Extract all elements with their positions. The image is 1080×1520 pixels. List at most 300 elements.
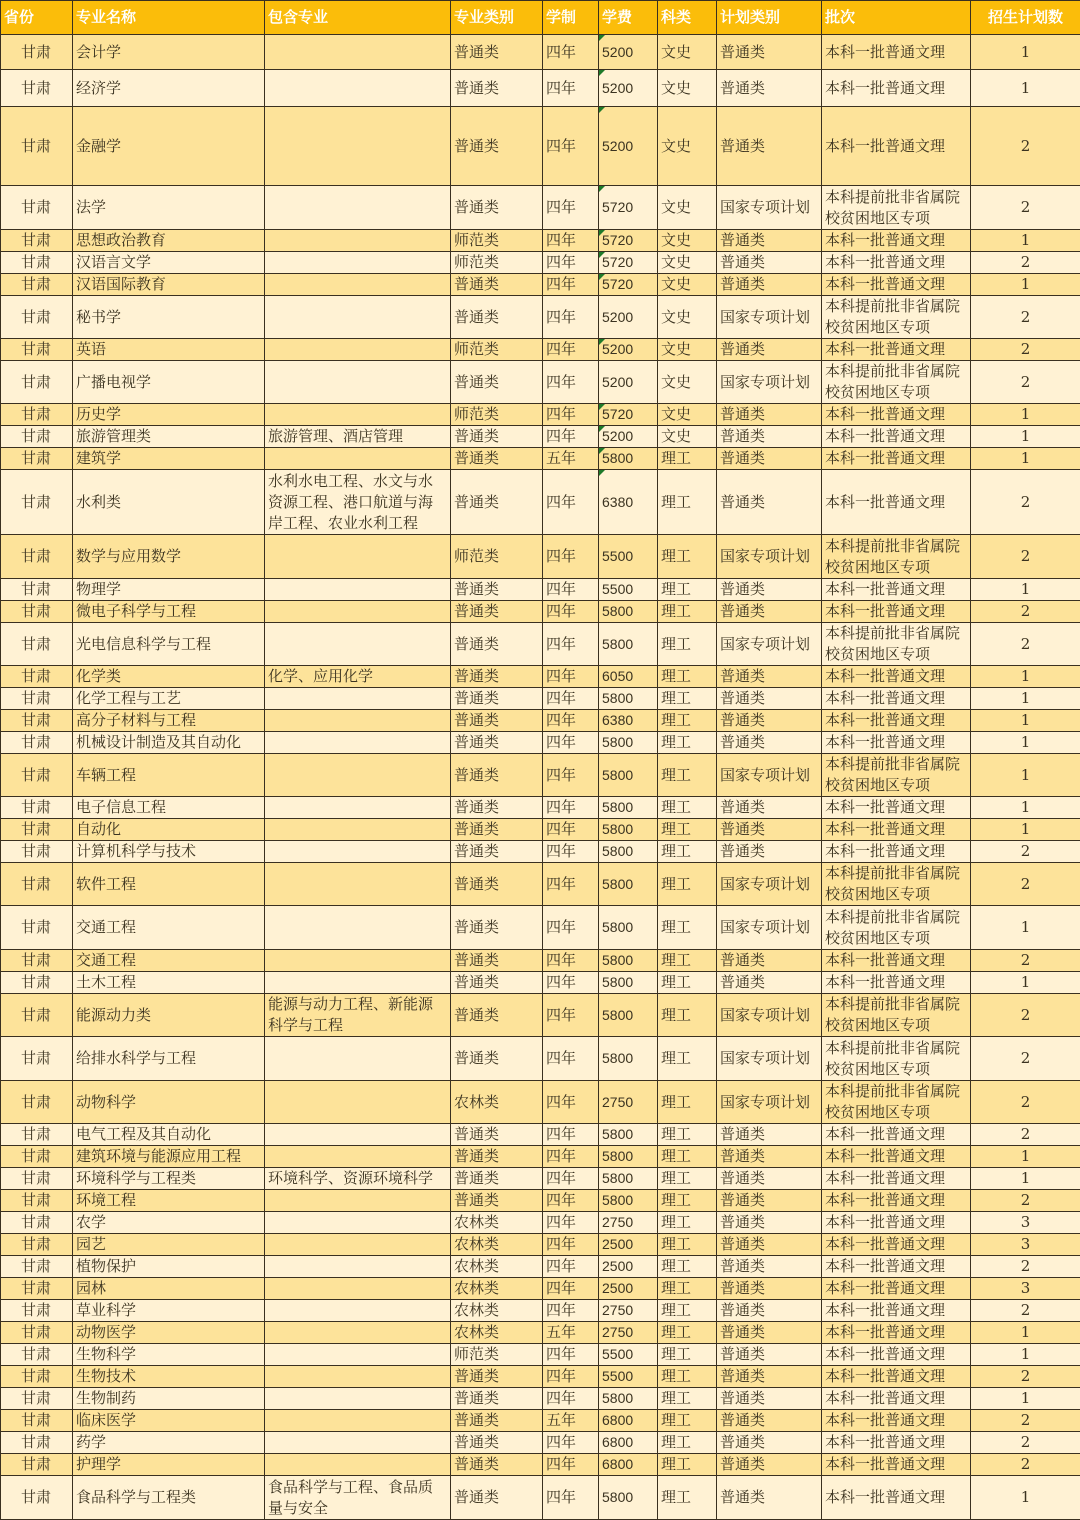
cell-tuition: 5800: [599, 972, 658, 994]
cell-province: 甘肃: [1, 797, 73, 819]
table-row: [1, 274, 1080, 296]
cell-tuition: 5200: [599, 339, 658, 361]
cell-plan-count: 2: [971, 841, 1080, 863]
cell-duration: 四年: [543, 1168, 599, 1190]
cell-major-name: 环境工程: [73, 1190, 265, 1212]
cell-admission-batch: 本科一批普通文理: [822, 841, 971, 863]
cell-included-majors: [265, 1256, 451, 1278]
cell-included-majors: [265, 404, 451, 426]
cell-major-category: 师范类: [451, 1344, 543, 1366]
cell-plan-count: 2: [971, 296, 1080, 339]
cell-plan-type: 普通类: [717, 1256, 822, 1278]
cell-tuition: 5800: [599, 1190, 658, 1212]
cell-province: 甘肃: [1, 1344, 73, 1366]
cell-major-name: 广播电视学: [73, 361, 265, 404]
cell-major-category: 普通类: [451, 1037, 543, 1081]
cell-plan-count: 1: [971, 426, 1080, 448]
cell-province: 甘肃: [1, 579, 73, 601]
cell-included-majors: 化学、应用化学: [265, 666, 451, 688]
cell-major-name: 草业科学: [73, 1300, 265, 1322]
cell-duration: 四年: [543, 252, 599, 274]
cell-included-majors: [265, 1037, 451, 1081]
cell-province: 甘肃: [1, 1124, 73, 1146]
cell-major-category: 普通类: [451, 70, 543, 107]
cell-included-majors: [265, 601, 451, 623]
cell-duration: 四年: [543, 35, 599, 70]
cell-admission-batch: 本科一批普通文理: [822, 1432, 971, 1454]
cell-province: 甘肃: [1, 1454, 73, 1476]
cell-duration: 四年: [543, 732, 599, 754]
cell-tuition: 6800: [599, 1410, 658, 1432]
cell-major-name: 机械设计制造及其自动化: [73, 732, 265, 754]
table-row: [1, 1476, 1080, 1520]
cell-major-category: 普通类: [451, 1454, 543, 1476]
cell-included-majors: [265, 1190, 451, 1212]
cell-duration: 四年: [543, 107, 599, 186]
table-row: [1, 426, 1080, 448]
cell-major-name: 自动化: [73, 819, 265, 841]
table-row: [1, 470, 1080, 535]
cell-major-category: 普通类: [451, 732, 543, 754]
table-row: [1, 666, 1080, 688]
cell-plan-type: 普通类: [717, 841, 822, 863]
cell-plan-type: 国家专项计划: [717, 906, 822, 950]
cell-plan-type: 国家专项计划: [717, 623, 822, 666]
cell-admission-batch: 本科提前批非省属院校贫困地区专项: [822, 535, 971, 579]
cell-included-majors: [265, 1278, 451, 1300]
cell-subject-type: 文史: [658, 426, 717, 448]
table-row: [1, 1278, 1080, 1300]
cell-subject-type: 理工: [658, 623, 717, 666]
cell-major-name: 临床医学: [73, 1410, 265, 1432]
cell-province: 甘肃: [1, 1081, 73, 1124]
cell-subject-type: 理工: [658, 1190, 717, 1212]
cell-included-majors: [265, 1410, 451, 1432]
cell-duration: 四年: [543, 296, 599, 339]
cell-major-category: 普通类: [451, 1146, 543, 1168]
table-row: [1, 448, 1080, 470]
cell-major-name: 化学类: [73, 666, 265, 688]
cell-tuition: 6800: [599, 1454, 658, 1476]
cell-plan-type: 普通类: [717, 1366, 822, 1388]
cell-plan-type: 普通类: [717, 1146, 822, 1168]
cell-province: 甘肃: [1, 972, 73, 994]
cell-plan-count: 1: [971, 1322, 1080, 1344]
cell-major-name: 英语: [73, 339, 265, 361]
cell-subject-type: 理工: [658, 797, 717, 819]
cell-major-category: 农林类: [451, 1081, 543, 1124]
cell-tuition: 5500: [599, 579, 658, 601]
table-row: [1, 1388, 1080, 1410]
cell-plan-count: 1: [971, 819, 1080, 841]
cell-included-majors: [265, 1081, 451, 1124]
cell-subject-type: 理工: [658, 994, 717, 1037]
cell-major-category: 农林类: [451, 1278, 543, 1300]
cell-major-category: 师范类: [451, 230, 543, 252]
cell-province: 甘肃: [1, 535, 73, 579]
cell-admission-batch: 本科一批普通文理: [822, 1476, 971, 1520]
cell-admission-batch: 本科提前批非省属院校贫困地区专项: [822, 296, 971, 339]
cell-major-category: 普通类: [451, 426, 543, 448]
table-row: [1, 819, 1080, 841]
cell-major-name: 物理学: [73, 579, 265, 601]
cell-duration: 四年: [543, 863, 599, 906]
cell-subject-type: 理工: [658, 1410, 717, 1432]
cell-plan-count: 2: [971, 863, 1080, 906]
table-row: [1, 1146, 1080, 1168]
cell-admission-batch: 本科一批普通文理: [822, 819, 971, 841]
cell-tuition: 5500: [599, 1366, 658, 1388]
cell-plan-count: 2: [971, 470, 1080, 535]
cell-subject-type: 文史: [658, 70, 717, 107]
cell-admission-batch: 本科一批普通文理: [822, 732, 971, 754]
cell-duration: 四年: [543, 1037, 599, 1081]
cell-plan-type: 普通类: [717, 35, 822, 70]
cell-tuition: 5800: [599, 906, 658, 950]
cell-included-majors: [265, 819, 451, 841]
cell-plan-type: 普通类: [717, 107, 822, 186]
cell-admission-batch: 本科一批普通文理: [822, 107, 971, 186]
cell-plan-type: 国家专项计划: [717, 296, 822, 339]
cell-tuition: 5800: [599, 797, 658, 819]
cell-subject-type: 理工: [658, 1278, 717, 1300]
cell-duration: 四年: [543, 1190, 599, 1212]
cell-plan-type: 普通类: [717, 819, 822, 841]
cell-admission-batch: 本科提前批非省属院校贫困地区专项: [822, 754, 971, 797]
cell-subject-type: 文史: [658, 274, 717, 296]
cell-major-name: 食品科学与工程类: [73, 1476, 265, 1520]
cell-admission-batch: 本科一批普通文理: [822, 710, 971, 732]
cell-plan-count: 1: [971, 688, 1080, 710]
cell-plan-type: 普通类: [717, 1278, 822, 1300]
cell-tuition: 5200: [599, 107, 658, 186]
cell-plan-count: 2: [971, 535, 1080, 579]
cell-major-category: 普通类: [451, 1366, 543, 1388]
table-row: [1, 841, 1080, 863]
table-row: [1, 579, 1080, 601]
cell-province: 甘肃: [1, 710, 73, 732]
cell-admission-batch: 本科一批普通文理: [822, 274, 971, 296]
cell-duration: 四年: [543, 1366, 599, 1388]
cell-plan-count: 3: [971, 1234, 1080, 1256]
cell-tuition: 5800: [599, 994, 658, 1037]
cell-subject-type: 理工: [658, 1081, 717, 1124]
table-row: [1, 1344, 1080, 1366]
table-row: [1, 296, 1080, 339]
cell-province: 甘肃: [1, 1300, 73, 1322]
cell-tuition: 5800: [599, 1388, 658, 1410]
cell-duration: 四年: [543, 841, 599, 863]
cell-tuition: 6380: [599, 470, 658, 535]
cell-duration: 五年: [543, 1410, 599, 1432]
table-row: [1, 1322, 1080, 1344]
cell-major-category: 普通类: [451, 601, 543, 623]
cell-major-category: 普通类: [451, 819, 543, 841]
cell-plan-type: 普通类: [717, 601, 822, 623]
cell-province: 甘肃: [1, 601, 73, 623]
cell-plan-type: 普通类: [717, 797, 822, 819]
cell-duration: 四年: [543, 274, 599, 296]
cell-province: 甘肃: [1, 70, 73, 107]
cell-plan-type: 普通类: [717, 1432, 822, 1454]
cell-plan-type: 国家专项计划: [717, 186, 822, 230]
cell-plan-count: 2: [971, 950, 1080, 972]
cell-duration: 四年: [543, 1454, 599, 1476]
cell-subject-type: 理工: [658, 1454, 717, 1476]
cell-major-name: 电气工程及其自动化: [73, 1124, 265, 1146]
cell-major-name: 光电信息科学与工程: [73, 623, 265, 666]
cell-plan-type: 普通类: [717, 252, 822, 274]
cell-tuition: 5800: [599, 1476, 658, 1520]
cell-duration: 四年: [543, 601, 599, 623]
cell-plan-type: 普通类: [717, 688, 822, 710]
cell-tuition: 5200: [599, 361, 658, 404]
cell-major-name: 土木工程: [73, 972, 265, 994]
cell-admission-batch: 本科一批普通文理: [822, 579, 971, 601]
cell-province: 甘肃: [1, 1234, 73, 1256]
cell-included-majors: [265, 448, 451, 470]
cell-major-category: 普通类: [451, 994, 543, 1037]
cell-duration: 四年: [543, 404, 599, 426]
cell-plan-count: 2: [971, 1081, 1080, 1124]
cell-major-category: 普通类: [451, 579, 543, 601]
cell-tuition: 6800: [599, 1432, 658, 1454]
table-row: [1, 797, 1080, 819]
cell-admission-batch: 本科一批普通文理: [822, 470, 971, 535]
cell-admission-batch: 本科一批普通文理: [822, 950, 971, 972]
table-row: [1, 863, 1080, 906]
table-row: [1, 906, 1080, 950]
cell-major-category: 师范类: [451, 535, 543, 579]
cell-subject-type: 理工: [658, 841, 717, 863]
cell-tuition: 5800: [599, 732, 658, 754]
cell-tuition: 5800: [599, 688, 658, 710]
cell-subject-type: 理工: [658, 666, 717, 688]
cell-major-name: 植物保护: [73, 1256, 265, 1278]
table-row: [1, 1081, 1080, 1124]
cell-duration: 四年: [543, 972, 599, 994]
table-row: [1, 710, 1080, 732]
cell-plan-count: 2: [971, 601, 1080, 623]
cell-duration: 四年: [543, 426, 599, 448]
cell-major-name: 计算机科学与技术: [73, 841, 265, 863]
cell-included-majors: [265, 1234, 451, 1256]
cell-province: 甘肃: [1, 230, 73, 252]
cell-plan-count: 1: [971, 274, 1080, 296]
cell-major-category: 普通类: [451, 863, 543, 906]
cell-province: 甘肃: [1, 470, 73, 535]
cell-duration: 四年: [543, 1344, 599, 1366]
cell-duration: 四年: [543, 1124, 599, 1146]
header-row: [1, 1, 1080, 35]
table-row: [1, 535, 1080, 579]
cell-province: 甘肃: [1, 841, 73, 863]
cell-duration: 四年: [543, 754, 599, 797]
cell-major-name: 交通工程: [73, 950, 265, 972]
cell-subject-type: 理工: [658, 1234, 717, 1256]
cell-subject-type: 理工: [658, 710, 717, 732]
cell-plan-type: 普通类: [717, 1322, 822, 1344]
cell-admission-batch: 本科一批普通文理: [822, 666, 971, 688]
cell-major-category: 普通类: [451, 1410, 543, 1432]
cell-included-majors: [265, 339, 451, 361]
cell-major-name: 历史学: [73, 404, 265, 426]
cell-admission-batch: 本科一批普通文理: [822, 252, 971, 274]
cell-plan-type: 普通类: [717, 666, 822, 688]
cell-major-category: 普通类: [451, 186, 543, 230]
cell-major-name: 旅游管理类: [73, 426, 265, 448]
cell-major-name: 动物科学: [73, 1081, 265, 1124]
cell-included-majors: [265, 1146, 451, 1168]
cell-tuition: 5720: [599, 252, 658, 274]
cell-duration: 四年: [543, 623, 599, 666]
cell-admission-batch: 本科一批普通文理: [822, 1234, 971, 1256]
cell-major-name: 交通工程: [73, 906, 265, 950]
cell-admission-batch: 本科一批普通文理: [822, 339, 971, 361]
cell-tuition: 5800: [599, 950, 658, 972]
cell-province: 甘肃: [1, 1432, 73, 1454]
cell-subject-type: 文史: [658, 296, 717, 339]
cell-tuition: 5800: [599, 601, 658, 623]
cell-admission-batch: 本科一批普通文理: [822, 1388, 971, 1410]
table-row: [1, 35, 1080, 70]
cell-admission-batch: 本科一批普通文理: [822, 426, 971, 448]
cell-included-majors: [265, 230, 451, 252]
cell-subject-type: 理工: [658, 1322, 717, 1344]
cell-plan-count: 2: [971, 1256, 1080, 1278]
cell-subject-type: 理工: [658, 972, 717, 994]
cell-duration: 四年: [543, 70, 599, 107]
cell-major-category: 普通类: [451, 1168, 543, 1190]
cell-duration: 四年: [543, 1300, 599, 1322]
cell-admission-batch: 本科一批普通文理: [822, 35, 971, 70]
cell-plan-count: 1: [971, 1168, 1080, 1190]
cell-subject-type: 理工: [658, 950, 717, 972]
cell-subject-type: 理工: [658, 863, 717, 906]
cell-plan-type: 普通类: [717, 1168, 822, 1190]
cell-major-category: 普通类: [451, 972, 543, 994]
table-row: [1, 601, 1080, 623]
table-row: [1, 361, 1080, 404]
cell-province: 甘肃: [1, 1256, 73, 1278]
cell-major-category: 普通类: [451, 296, 543, 339]
cell-major-category: 普通类: [451, 1388, 543, 1410]
cell-province: 甘肃: [1, 906, 73, 950]
cell-tuition: 2500: [599, 1256, 658, 1278]
cell-major-name: 护理学: [73, 1454, 265, 1476]
cell-duration: 四年: [543, 1212, 599, 1234]
cell-major-category: 普通类: [451, 448, 543, 470]
table-row: [1, 1168, 1080, 1190]
cell-tuition: 5500: [599, 535, 658, 579]
cell-province: 甘肃: [1, 107, 73, 186]
cell-tuition: 5800: [599, 1168, 658, 1190]
cell-included-majors: [265, 535, 451, 579]
cell-plan-type: 普通类: [717, 579, 822, 601]
cell-major-name: 会计学: [73, 35, 265, 70]
cell-plan-type: 普通类: [717, 1410, 822, 1432]
cell-admission-batch: 本科提前批非省属院校贫困地区专项: [822, 906, 971, 950]
cell-plan-count: 2: [971, 1124, 1080, 1146]
cell-plan-count: 1: [971, 797, 1080, 819]
cell-subject-type: 文史: [658, 35, 717, 70]
cell-province: 甘肃: [1, 819, 73, 841]
cell-subject-type: 文史: [658, 230, 717, 252]
cell-plan-type: 国家专项计划: [717, 754, 822, 797]
table-row: [1, 1256, 1080, 1278]
cell-province: 甘肃: [1, 186, 73, 230]
cell-plan-count: 1: [971, 754, 1080, 797]
cell-province: 甘肃: [1, 994, 73, 1037]
cell-plan-count: 2: [971, 1366, 1080, 1388]
cell-major-name: 法学: [73, 186, 265, 230]
cell-included-majors: [265, 1344, 451, 1366]
cell-plan-count: 2: [971, 1454, 1080, 1476]
cell-admission-batch: 本科一批普通文理: [822, 1256, 971, 1278]
cell-included-majors: 环境科学、资源环境科学: [265, 1168, 451, 1190]
cell-subject-type: 理工: [658, 1344, 717, 1366]
cell-province: 甘肃: [1, 666, 73, 688]
cell-included-majors: [265, 1432, 451, 1454]
cell-included-majors: [265, 710, 451, 732]
cell-admission-batch: 本科一批普通文理: [822, 1190, 971, 1212]
cell-subject-type: 理工: [658, 906, 717, 950]
cell-major-category: 普通类: [451, 1476, 543, 1520]
cell-included-majors: [265, 70, 451, 107]
cell-plan-type: 普通类: [717, 1344, 822, 1366]
cell-plan-count: 1: [971, 1344, 1080, 1366]
cell-major-category: 师范类: [451, 404, 543, 426]
cell-included-majors: [265, 841, 451, 863]
cell-province: 甘肃: [1, 863, 73, 906]
cell-plan-type: 普通类: [717, 230, 822, 252]
cell-major-name: 生物科学: [73, 1344, 265, 1366]
cell-province: 甘肃: [1, 274, 73, 296]
cell-tuition: 5720: [599, 186, 658, 230]
cell-included-majors: [265, 623, 451, 666]
cell-tuition: 6050: [599, 666, 658, 688]
cell-province: 甘肃: [1, 1388, 73, 1410]
header-tuition: 学费: [599, 1, 658, 35]
cell-duration: 四年: [543, 819, 599, 841]
cell-subject-type: 理工: [658, 819, 717, 841]
table-row: [1, 1212, 1080, 1234]
cell-tuition: 5200: [599, 35, 658, 70]
cell-tuition: 5800: [599, 1146, 658, 1168]
cell-subject-type: 文史: [658, 361, 717, 404]
cell-admission-batch: 本科一批普通文理: [822, 230, 971, 252]
table-row: [1, 1366, 1080, 1388]
cell-duration: 四年: [543, 1476, 599, 1520]
cell-admission-batch: 本科一批普通文理: [822, 1146, 971, 1168]
cell-plan-count: 1: [971, 666, 1080, 688]
header-duration: 学制: [543, 1, 599, 35]
cell-tuition: 5800: [599, 863, 658, 906]
cell-plan-type: 普通类: [717, 1388, 822, 1410]
cell-subject-type: 理工: [658, 688, 717, 710]
cell-included-majors: [265, 1388, 451, 1410]
cell-plan-type: 国家专项计划: [717, 1081, 822, 1124]
cell-subject-type: 理工: [658, 1256, 717, 1278]
cell-included-majors: 旅游管理、酒店管理: [265, 426, 451, 448]
cell-included-majors: [265, 863, 451, 906]
cell-duration: 四年: [543, 361, 599, 404]
cell-tuition: 2750: [599, 1212, 658, 1234]
cell-included-majors: [265, 35, 451, 70]
cell-plan-type: 国家专项计划: [717, 361, 822, 404]
cell-major-name: 给排水科学与工程: [73, 1037, 265, 1081]
cell-major-name: 思想政治教育: [73, 230, 265, 252]
